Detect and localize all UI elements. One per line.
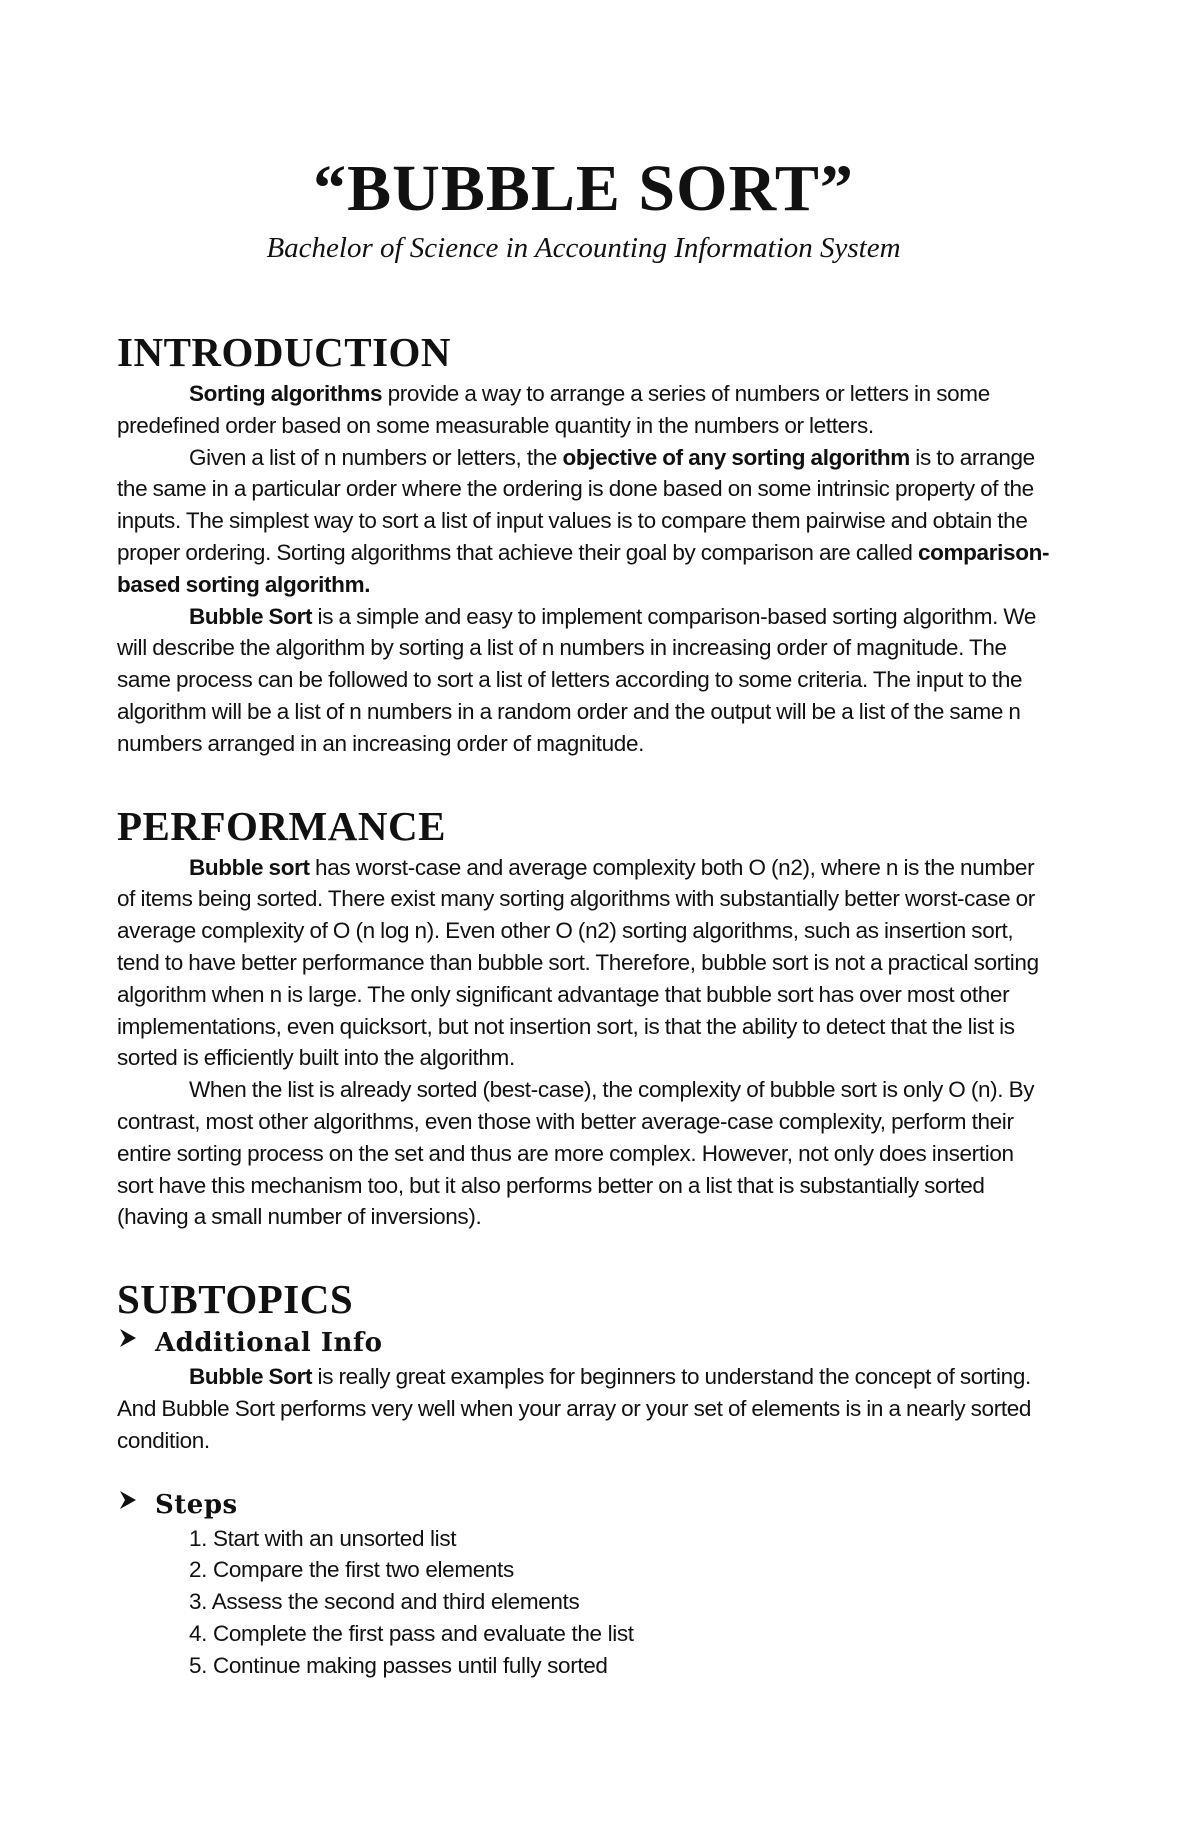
- introduction-paragraph-2: [117, 442, 1050, 601]
- arrowhead-bullet-icon-svg: [117, 1327, 139, 1349]
- step-item: 3. Assess the second and third elements: [189, 1589, 580, 1615]
- step-item: 4. Complete the first pass and evaluate the list: [189, 1620, 634, 1646]
- paragraph-text: is a simple and easy to implement comparison-based sorting algorithm. We will describe the algorithm by sorting a list of n numbers in increasing order of magnitude. The same process can be followed to sort a list of letters according to some criteria. The input to the algorithm will be a list of n numbers in a random order and the output will be a list of the same n numbers arranged in an increasing order of magnitude.: [117, 603, 1037, 756]
- document-title: “BUBBLE SORT”: [313, 152, 854, 225]
- additional-info-heading: [117, 1325, 1050, 1361]
- steps-list: [117, 1523, 1050, 1682]
- paragraph-text: is to arrange the same in a particular order where the ordering is done based on some intrinsic property of the inputs. The simplest way to sort a list of input values is to compare them pairwise and obtain the proper ordering. Sorting algorithms that achieve their goal by comparison are called: [117, 444, 1035, 565]
- performance-paragraph-2: [117, 1074, 1050, 1233]
- bold-term: Bubble sort: [189, 854, 310, 880]
- step-item: 1. Start with an unsorted list: [189, 1525, 457, 1551]
- document-subtitle: Bachelor of Science in Accounting Information System: [266, 232, 901, 264]
- arrowhead-bullet-icon: [117, 1325, 141, 1361]
- introduction-heading: INTRODUCTION: [117, 329, 452, 375]
- performance-heading: PERFORMANCE: [117, 802, 446, 849]
- bold-term: objective of any sorting algorithm: [562, 444, 910, 470]
- steps-label: Steps: [155, 1489, 238, 1520]
- subtopics-heading: SUBTOPICS: [117, 1276, 354, 1323]
- bold-term: Bubble Sort: [189, 603, 313, 629]
- step-item: 2. Compare the first two elements: [189, 1557, 514, 1583]
- arrowhead-bullet-icon-svg: [117, 1489, 139, 1511]
- paragraph-text: When the list is already sorted (best-case), the complexity of bubble sort is only O (n). By contrast, most other algorithms, even those with better average-case complexity, perform their entire sorting process on the set and thus are more complex. However, not only does insertion sort have this mechanism too, but it also performs better on a list that is substantially sorted (having a small number of inversions).: [117, 1077, 1035, 1230]
- bold-term: Sorting algorithms: [189, 381, 383, 406]
- steps-heading: [117, 1487, 1050, 1523]
- step-item: 5. Continue making passes until fully sorted: [189, 1652, 608, 1678]
- performance-paragraph-1: [117, 852, 1050, 1075]
- paragraph-text: provide a way to arrange a series of numbers or letters in some predefined order based on some measurable quantity in the numbers or letters.: [117, 381, 990, 438]
- paragraph-text: is really great examples for beginners to understand the concept of sorting. And Bubble Sort performs very well when your array or your set of elements is in a nearly sorted condition.: [117, 1364, 1032, 1453]
- additional-info-paragraph: [117, 1361, 1050, 1456]
- additional-info-label: Additional Info: [155, 1328, 383, 1359]
- arrowhead-bullet-icon: [117, 1487, 141, 1523]
- paragraph-text: has worst-case and average complexity both O (n2), where n is the number of items being sorted. There exist many sorting algorithms with substantially better worst-case or average complexity of O (n log n). Even other O (n2) sorting algorithms, such as insertion sort, tend to have better performance than bubble sort. Therefore, bubble sort is not a practical sorting algorithm when n is large. The only significant advantage that bubble sort has over most other implementations, even quicksort, but not insertion sort, is that the ability to detect that the list is sorted is efficiently built into the algorithm.: [117, 854, 1039, 1071]
- bold-term: Bubble Sort: [189, 1364, 313, 1390]
- paragraph-text: Given a list of n numbers or letters, the: [189, 444, 563, 470]
- introduction-paragraph-3: [117, 601, 1050, 760]
- bold-term: comparison-based sorting algorithm.: [117, 539, 1050, 597]
- introduction-paragraph-1: [117, 378, 1050, 442]
